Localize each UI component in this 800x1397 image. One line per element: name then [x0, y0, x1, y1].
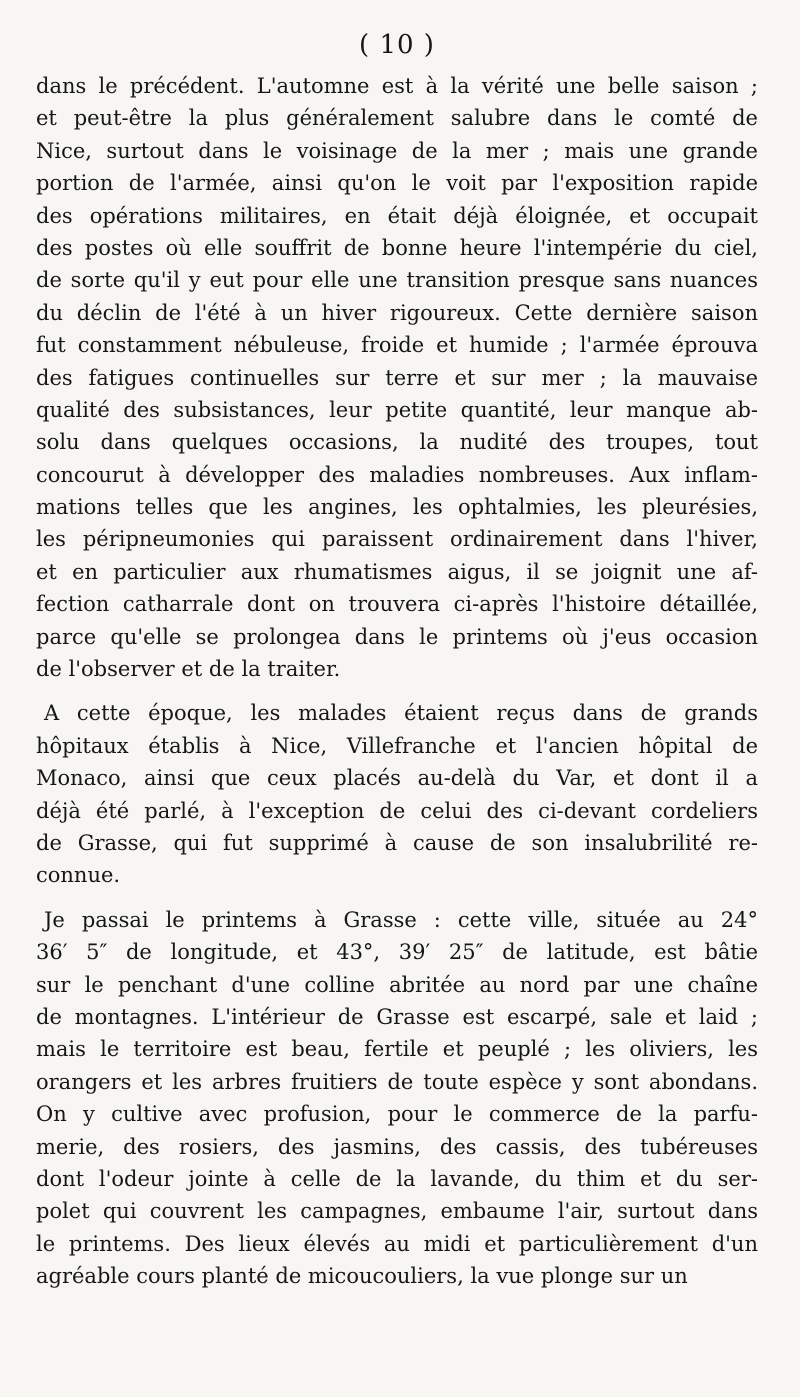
text-line: du déclin de l'été à un hiver rigoureux. Cette dernière saison: [36, 300, 758, 325]
text-line: A cette époque, les malades étaient reçus dans de grands: [44, 701, 758, 726]
text-line: concourut à développer des maladies nombreuses. Aux inflam-: [36, 462, 758, 487]
text-line: des opérations militaires, en était déjà éloignée, et occupait: [36, 203, 758, 228]
text-line: dans le précédent. L'automne est à la vérité une belle saison ;: [36, 74, 758, 98]
text-line: des postes où elle souffrit de bonne heure l'intempérie du ciel,: [36, 235, 758, 260]
text-line: de l'observer et de la traiter.: [36, 657, 341, 682]
text-line: On y cultive avec profusion, pour le commerce de la parfu-: [36, 1102, 758, 1127]
text-line: dont l'odeur jointe à celle de la lavande, du thim et du ser-: [36, 1166, 758, 1191]
paragraph: [36, 697, 758, 891]
text-line: de Grasse, qui fut supprimé à cause de son insalubrilité re-: [36, 830, 758, 855]
text-line: les péripneumonies qui paraissent ordinairement dans l'hiver,: [36, 527, 758, 552]
text-line: qualité des subsistances, leur petite quantité, leur manque ab-: [36, 397, 758, 422]
text-line: et peut-être la plus généralement salubre dans le comté de: [36, 106, 758, 131]
text-line: 36′ 5″ de longitude, et 43°, 39′ 25″ de latitude, est bâtie: [36, 940, 758, 965]
text-line: mais le territoire est beau, fertile et peuplé ; les oliviers, les: [36, 1037, 758, 1062]
text-line: de montagnes. L'intérieur de Grasse est escarpé, sale et laid ;: [36, 1004, 758, 1029]
text-line: solu dans quelques occasions, la nudité des troupes, tout: [36, 430, 758, 455]
text-line: de sorte qu'il y eut pour elle une transition presque sans nuances: [36, 268, 758, 293]
text-line: Monaco, ainsi que ceux placés au-delà du Var, et dont il a: [36, 766, 758, 791]
text-line: sur le penchant d'une colline abritée au nord par une chaîne: [36, 972, 758, 997]
text-line: des fatigues continuelles sur terre et sur mer ; la mauvaise: [36, 365, 758, 390]
text-line: Je passai le printems à Grasse : cette ville, située au 24°: [44, 907, 758, 932]
page-number: ( 10 ): [359, 30, 435, 60]
text-line: fection catharrale dont on trouvera ci-après l'histoire détaillée,: [36, 592, 758, 617]
paragraph: [36, 904, 758, 1293]
paragraph: [36, 70, 758, 685]
text-line: fut constamment nébuleuse, froide et humide ; l'armée éprouva: [36, 333, 758, 358]
text-line: et en particulier aux rhumatismes aigus, il se joignit une af-: [36, 559, 758, 584]
text-line: déjà été parlé, à l'exception de celui des ci-devant cordeliers: [36, 798, 758, 823]
text-line: merie, des rosiers, des jasmins, des cassis, des tubéreuses: [36, 1134, 758, 1159]
text-line: hôpitaux établis à Nice, Villefranche et l'ancien hôpital de: [36, 733, 758, 758]
text-line: mations telles que les angines, les ophtalmies, les pleurésies,: [36, 495, 758, 520]
text-line: portion de l'armée, ainsi qu'on le voit par l'exposition rapide: [36, 171, 758, 196]
text-line: polet qui couvrent les campagnes, embaume l'air, surtout dans: [36, 1199, 758, 1224]
text-line: orangers et les arbres fruitiers de toute espèce y sont abondans.: [36, 1069, 758, 1094]
text-line: parce qu'elle se prolongea dans le printems où j'eus occasion: [36, 624, 758, 649]
text-line: le printems. Des lieux élevés au midi et particulièrement d'un: [36, 1231, 758, 1256]
paragraph-gap: [36, 685, 758, 697]
text-line: Nice, surtout dans le voisinage de la mer ; mais une grande: [36, 138, 758, 163]
body-text: [36, 70, 758, 1292]
paragraph-gap: [36, 892, 758, 904]
text-line: connue.: [36, 863, 121, 888]
text-line: agréable cours planté de micoucouliers, la vue plonge sur un: [36, 1264, 688, 1289]
